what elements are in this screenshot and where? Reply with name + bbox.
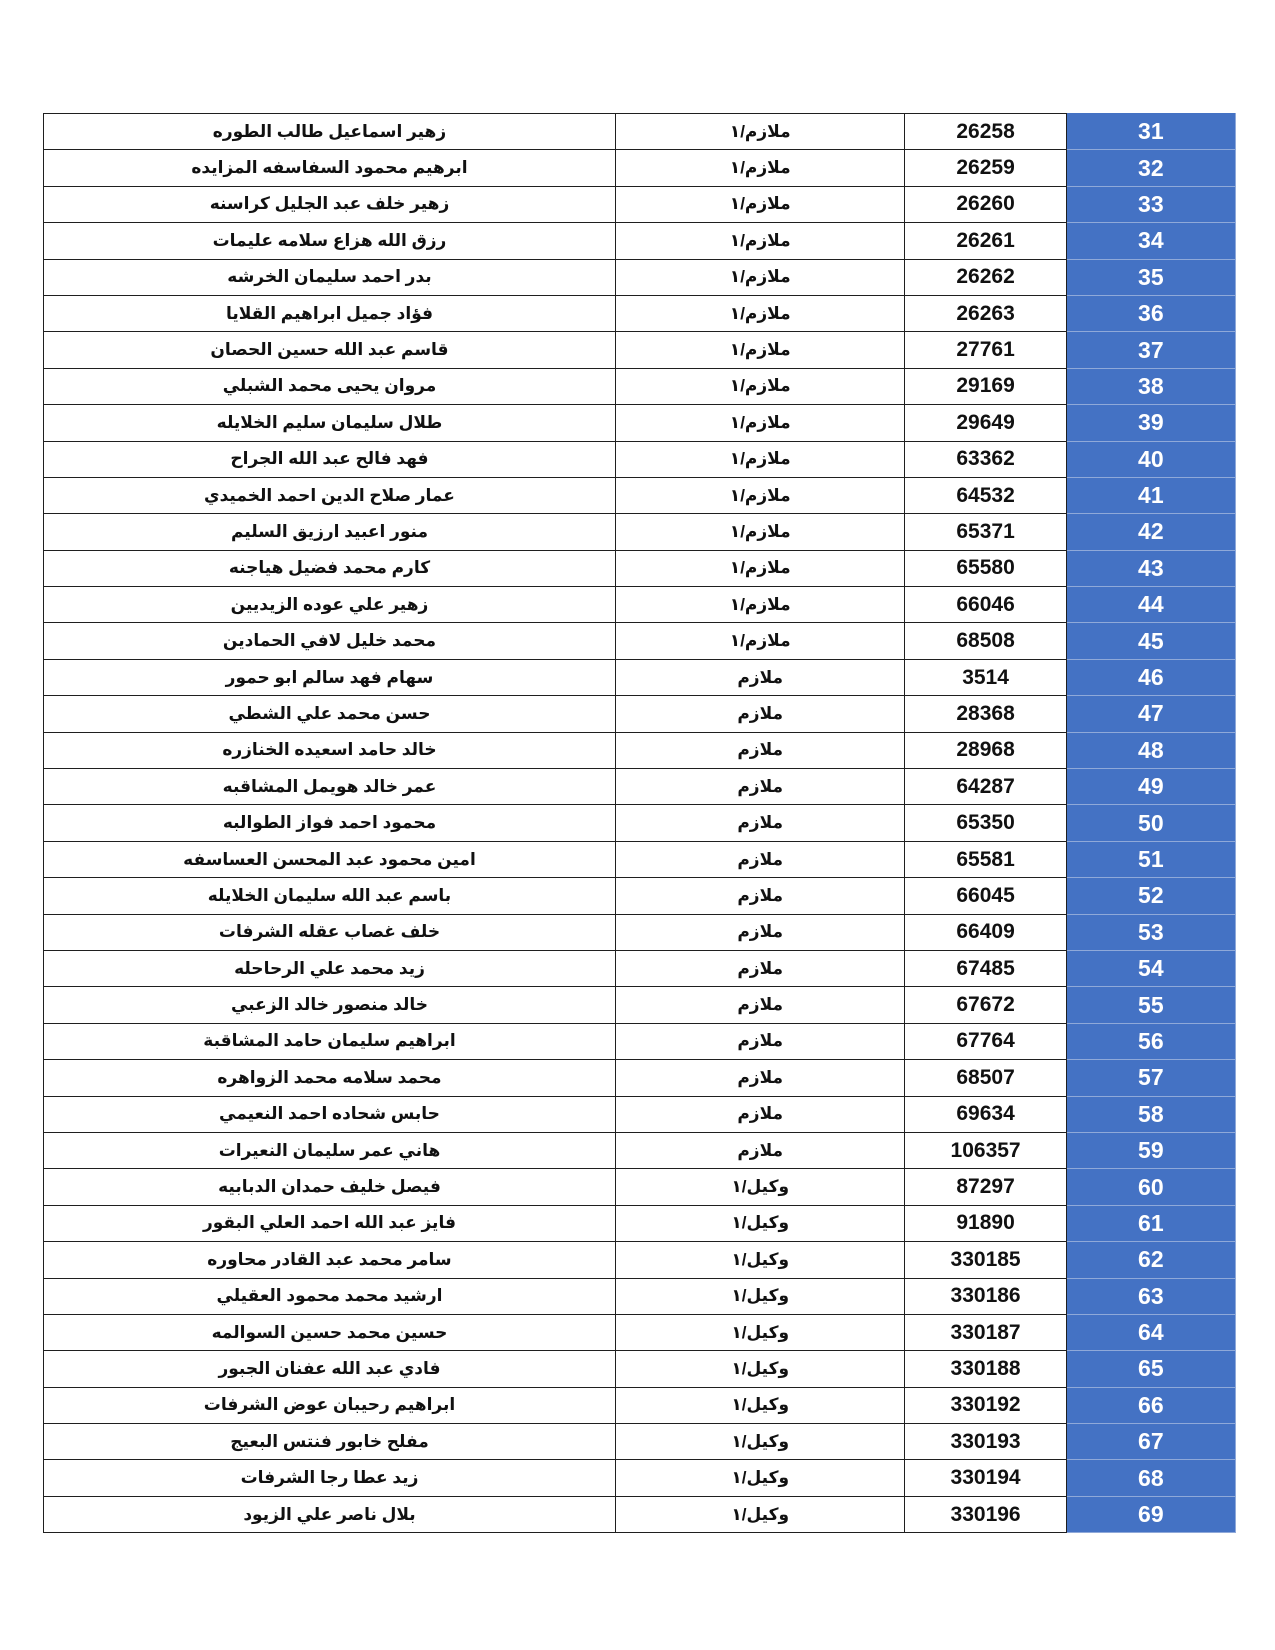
- id-number-cell: 29169: [905, 368, 1066, 404]
- table-row: [44, 1460, 1236, 1496]
- id-number-cell: 91890: [905, 1205, 1066, 1241]
- name-cell: ارشيد محمد محمود العقيلي: [44, 1278, 616, 1314]
- name-cell: محمود احمد فواز الطوالبه: [44, 805, 616, 841]
- table-row: [44, 1242, 1236, 1278]
- serial-number-cell: 49: [1066, 769, 1235, 805]
- table-row: [44, 950, 1236, 986]
- name-cell: هاني عمر سليمان النعيرات: [44, 1132, 616, 1168]
- table-row: [44, 659, 1236, 695]
- table-row: [44, 405, 1236, 441]
- serial-number-cell: 68: [1066, 1460, 1235, 1496]
- rank-cell: ملازم: [615, 769, 904, 805]
- rank-cell: ملازم/١: [615, 223, 904, 259]
- table-row: [44, 732, 1236, 768]
- table-row: [44, 1132, 1236, 1168]
- id-number-cell: 26260: [905, 186, 1066, 222]
- rank-cell: ملازم: [615, 950, 904, 986]
- table-row: [44, 441, 1236, 477]
- rank-cell: ملازم/١: [615, 295, 904, 331]
- roster-table: [43, 113, 1236, 1533]
- rank-cell: ملازم/١: [615, 623, 904, 659]
- table-row: [44, 1169, 1236, 1205]
- rank-cell: ملازم: [615, 732, 904, 768]
- name-cell: منور اعبيد ارزيق السليم: [44, 514, 616, 550]
- id-number-cell: 26258: [905, 114, 1066, 150]
- name-cell: فادي عبد الله عفنان الجبور: [44, 1351, 616, 1387]
- name-cell: ابراهيم سليمان حامد المشاقبة: [44, 1023, 616, 1059]
- table-row: [44, 1387, 1236, 1423]
- rank-cell: وكيل/١: [615, 1496, 904, 1532]
- name-cell: زهير خلف عبد الجليل كراسنه: [44, 186, 616, 222]
- rank-cell: ملازم/١: [615, 186, 904, 222]
- name-cell: ابراهيم رحيبان عوض الشرفات: [44, 1387, 616, 1423]
- name-cell: فؤاد جميل ابراهيم القلايا: [44, 295, 616, 331]
- rank-cell: وكيل/١: [615, 1424, 904, 1460]
- name-cell: حسين محمد حسين السوالمه: [44, 1314, 616, 1350]
- serial-number-cell: 56: [1066, 1023, 1235, 1059]
- id-number-cell: 68507: [905, 1060, 1066, 1096]
- id-number-cell: 330185: [905, 1242, 1066, 1278]
- table-row: [44, 987, 1236, 1023]
- serial-number-cell: 38: [1066, 368, 1235, 404]
- rank-cell: وكيل/١: [615, 1242, 904, 1278]
- serial-number-cell: 47: [1066, 696, 1235, 732]
- serial-number-cell: 32: [1066, 150, 1235, 186]
- id-number-cell: 66046: [905, 587, 1066, 623]
- id-number-cell: 64532: [905, 477, 1066, 513]
- name-cell: عمر خالد هويمل المشاقبه: [44, 769, 616, 805]
- id-number-cell: 330192: [905, 1387, 1066, 1423]
- serial-number-cell: 36: [1066, 295, 1235, 331]
- rank-cell: وكيل/١: [615, 1351, 904, 1387]
- name-cell: زهير اسماعيل طالب الطوره: [44, 114, 616, 150]
- table-row: [44, 1424, 1236, 1460]
- name-cell: قاسم عبد الله حسين الحصان: [44, 332, 616, 368]
- serial-number-cell: 58: [1066, 1096, 1235, 1132]
- id-number-cell: 330188: [905, 1351, 1066, 1387]
- id-number-cell: 67485: [905, 950, 1066, 986]
- name-cell: كارم محمد فضيل هياجنه: [44, 550, 616, 586]
- rank-cell: ملازم: [615, 914, 904, 950]
- id-number-cell: 3514: [905, 659, 1066, 695]
- table-row: [44, 1096, 1236, 1132]
- rank-cell: وكيل/١: [615, 1205, 904, 1241]
- table-row: [44, 295, 1236, 331]
- rank-cell: ملازم/١: [615, 441, 904, 477]
- name-cell: فيصل خليف حمدان الدبابيه: [44, 1169, 616, 1205]
- table-row: [44, 1351, 1236, 1387]
- id-number-cell: 26261: [905, 223, 1066, 259]
- table-row: [44, 878, 1236, 914]
- serial-number-cell: 53: [1066, 914, 1235, 950]
- table-row: [44, 1314, 1236, 1350]
- name-cell: خالد حامد اسعيده الخنازره: [44, 732, 616, 768]
- rank-cell: ملازم/١: [615, 587, 904, 623]
- table-row: [44, 914, 1236, 950]
- rank-cell: وكيل/١: [615, 1278, 904, 1314]
- serial-number-cell: 54: [1066, 950, 1235, 986]
- name-cell: بدر احمد سليمان الخرشه: [44, 259, 616, 295]
- name-cell: حسن محمد علي الشطي: [44, 696, 616, 732]
- id-number-cell: 67764: [905, 1023, 1066, 1059]
- id-number-cell: 66045: [905, 878, 1066, 914]
- table-row: [44, 1205, 1236, 1241]
- name-cell: فهد فالح عبد الله الجراح: [44, 441, 616, 477]
- name-cell: طلال سليمان سليم الخلايله: [44, 405, 616, 441]
- roster-table-body: [44, 114, 1236, 1533]
- table-row: [44, 1496, 1236, 1532]
- rank-cell: ملازم/١: [615, 368, 904, 404]
- name-cell: سهام فهد سالم ابو حمور: [44, 659, 616, 695]
- id-number-cell: 66409: [905, 914, 1066, 950]
- id-number-cell: 65371: [905, 514, 1066, 550]
- table-row: [44, 769, 1236, 805]
- serial-number-cell: 51: [1066, 841, 1235, 877]
- table-row: [44, 514, 1236, 550]
- rank-cell: ملازم: [615, 1132, 904, 1168]
- id-number-cell: 28368: [905, 696, 1066, 732]
- id-number-cell: 330194: [905, 1460, 1066, 1496]
- serial-number-cell: 69: [1066, 1496, 1235, 1532]
- table-row: [44, 805, 1236, 841]
- serial-number-cell: 52: [1066, 878, 1235, 914]
- name-cell: عمار صلاح الدين احمد الخميدي: [44, 477, 616, 513]
- rank-cell: ملازم/١: [615, 259, 904, 295]
- id-number-cell: 29649: [905, 405, 1066, 441]
- table-row: [44, 223, 1236, 259]
- name-cell: زهير علي عوده الزيديين: [44, 587, 616, 623]
- name-cell: ابرهيم محمود السفاسفه المزايده: [44, 150, 616, 186]
- name-cell: مفلح خابور فنتس البعيج: [44, 1424, 616, 1460]
- name-cell: محمد سلامه محمد الزواهره: [44, 1060, 616, 1096]
- serial-number-cell: 40: [1066, 441, 1235, 477]
- serial-number-cell: 67: [1066, 1424, 1235, 1460]
- rank-cell: ملازم: [615, 1060, 904, 1096]
- serial-number-cell: 66: [1066, 1387, 1235, 1423]
- name-cell: خالد منصور خالد الزعبي: [44, 987, 616, 1023]
- serial-number-cell: 43: [1066, 550, 1235, 586]
- serial-number-cell: 60: [1066, 1169, 1235, 1205]
- serial-number-cell: 55: [1066, 987, 1235, 1023]
- id-number-cell: 67672: [905, 987, 1066, 1023]
- rank-cell: ملازم/١: [615, 477, 904, 513]
- serial-number-cell: 34: [1066, 223, 1235, 259]
- rank-cell: ملازم/١: [615, 150, 904, 186]
- id-number-cell: 64287: [905, 769, 1066, 805]
- rank-cell: وكيل/١: [615, 1460, 904, 1496]
- serial-number-cell: 62: [1066, 1242, 1235, 1278]
- rank-cell: ملازم: [615, 1023, 904, 1059]
- rank-cell: ملازم/١: [615, 332, 904, 368]
- serial-number-cell: 42: [1066, 514, 1235, 550]
- name-cell: مروان يحيى محمد الشبلي: [44, 368, 616, 404]
- table-row: [44, 477, 1236, 513]
- table-row: [44, 1278, 1236, 1314]
- rank-cell: ملازم: [615, 805, 904, 841]
- table-row: [44, 368, 1236, 404]
- serial-number-cell: 33: [1066, 186, 1235, 222]
- serial-number-cell: 46: [1066, 659, 1235, 695]
- serial-number-cell: 59: [1066, 1132, 1235, 1168]
- table-row: [44, 150, 1236, 186]
- name-cell: باسم عبد الله سليمان الخلايله: [44, 878, 616, 914]
- name-cell: زيد محمد علي الرحاحله: [44, 950, 616, 986]
- id-number-cell: 330193: [905, 1424, 1066, 1460]
- id-number-cell: 87297: [905, 1169, 1066, 1205]
- rank-cell: وكيل/١: [615, 1387, 904, 1423]
- name-cell: فايز عبد الله احمد العلي البقور: [44, 1205, 616, 1241]
- name-cell: محمد خليل لافي الحمادين: [44, 623, 616, 659]
- rank-cell: ملازم/١: [615, 405, 904, 441]
- table-row: [44, 841, 1236, 877]
- serial-number-cell: 65: [1066, 1351, 1235, 1387]
- name-cell: سامر محمد عبد القادر محاوره: [44, 1242, 616, 1278]
- id-number-cell: 68508: [905, 623, 1066, 659]
- id-number-cell: 65581: [905, 841, 1066, 877]
- rank-cell: ملازم/١: [615, 550, 904, 586]
- name-cell: بلال ناصر علي الزيود: [44, 1496, 616, 1532]
- name-cell: امين محمود عبد المحسن العساسفه: [44, 841, 616, 877]
- roster-sheet: [43, 113, 1236, 1533]
- serial-number-cell: 64: [1066, 1314, 1235, 1350]
- table-row: [44, 623, 1236, 659]
- id-number-cell: 330186: [905, 1278, 1066, 1314]
- serial-number-cell: 48: [1066, 732, 1235, 768]
- id-number-cell: 330187: [905, 1314, 1066, 1350]
- table-row: [44, 550, 1236, 586]
- name-cell: زيد عطا رجا الشرفات: [44, 1460, 616, 1496]
- serial-number-cell: 57: [1066, 1060, 1235, 1096]
- serial-number-cell: 44: [1066, 587, 1235, 623]
- id-number-cell: 26259: [905, 150, 1066, 186]
- rank-cell: ملازم: [615, 987, 904, 1023]
- rank-cell: ملازم/١: [615, 514, 904, 550]
- rank-cell: ملازم: [615, 659, 904, 695]
- rank-cell: ملازم: [615, 878, 904, 914]
- id-number-cell: 69634: [905, 1096, 1066, 1132]
- serial-number-cell: 61: [1066, 1205, 1235, 1241]
- serial-number-cell: 31: [1066, 114, 1235, 150]
- table-row: [44, 696, 1236, 732]
- serial-number-cell: 63: [1066, 1278, 1235, 1314]
- rank-cell: وكيل/١: [615, 1314, 904, 1350]
- id-number-cell: 26263: [905, 295, 1066, 331]
- rank-cell: ملازم: [615, 841, 904, 877]
- table-row: [44, 1060, 1236, 1096]
- id-number-cell: 27761: [905, 332, 1066, 368]
- name-cell: رزق الله هزاع سلامه عليمات: [44, 223, 616, 259]
- serial-number-cell: 45: [1066, 623, 1235, 659]
- name-cell: خلف غصاب عقله الشرفات: [44, 914, 616, 950]
- name-cell: حابس شحاده احمد النعيمي: [44, 1096, 616, 1132]
- serial-number-cell: 35: [1066, 259, 1235, 295]
- table-row: [44, 1023, 1236, 1059]
- rank-cell: ملازم/١: [615, 114, 904, 150]
- table-row: [44, 587, 1236, 623]
- serial-number-cell: 41: [1066, 477, 1235, 513]
- id-number-cell: 28968: [905, 732, 1066, 768]
- id-number-cell: 26262: [905, 259, 1066, 295]
- serial-number-cell: 50: [1066, 805, 1235, 841]
- rank-cell: ملازم: [615, 696, 904, 732]
- id-number-cell: 65350: [905, 805, 1066, 841]
- id-number-cell: 63362: [905, 441, 1066, 477]
- table-row: [44, 186, 1236, 222]
- table-row: [44, 259, 1236, 295]
- rank-cell: ملازم: [615, 1096, 904, 1132]
- id-number-cell: 106357: [905, 1132, 1066, 1168]
- serial-number-cell: 39: [1066, 405, 1235, 441]
- id-number-cell: 330196: [905, 1496, 1066, 1532]
- serial-number-cell: 37: [1066, 332, 1235, 368]
- table-row: [44, 114, 1236, 150]
- rank-cell: وكيل/١: [615, 1169, 904, 1205]
- id-number-cell: 65580: [905, 550, 1066, 586]
- table-row: [44, 332, 1236, 368]
